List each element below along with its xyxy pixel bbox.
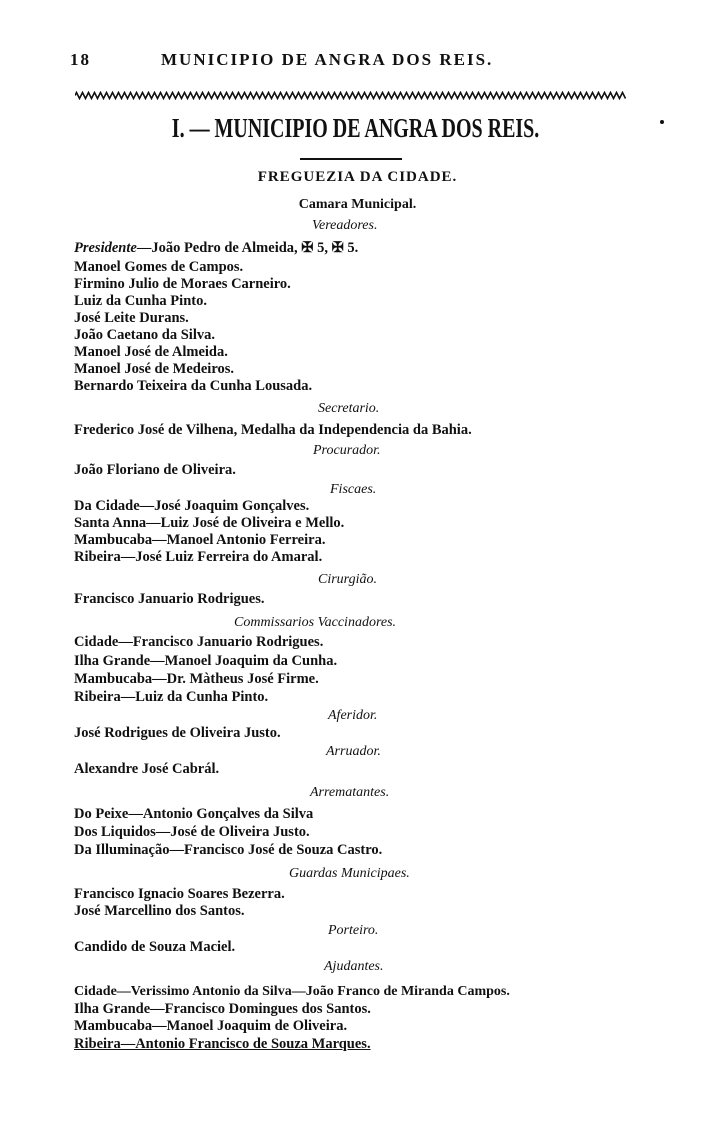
president-line (74, 239, 358, 257)
president-label: Presidente (74, 240, 137, 256)
list-item: José Marcellino dos Santos. (74, 903, 245, 919)
list-item: Ribeira—José Luiz Ferreira do Amaral. (74, 549, 323, 565)
list-item: Da Illuminação—Francisco José de Souza Castro. (74, 842, 383, 858)
section-ajudantes: Ajudantes. (324, 959, 384, 974)
section-procurador: Procurador. (313, 443, 381, 458)
section-aferidor: Aferidor. (328, 708, 378, 723)
ink-spot (660, 120, 664, 124)
list-item: Ribeira—Antonio Francisco de Souza Marques. (74, 1036, 371, 1052)
list-item: Alexandre José Cabrál. (74, 761, 220, 777)
list-item: Manoel José de Medeiros. (74, 361, 235, 377)
list-item: Dos Liquidos—José de Oliveira Justo. (74, 824, 310, 840)
list-item: Santa Anna—Luiz José de Oliveira e Mello. (74, 515, 345, 531)
list-item: Bernardo Teixeira da Cunha Lousada. (74, 378, 313, 394)
list-item: José Rodrigues de Oliveira Justo. (74, 725, 281, 741)
list-item: Luiz da Cunha Pinto. (74, 293, 207, 309)
list-item: Manoel Gomes de Campos. (74, 259, 244, 275)
section-arruador: Arruador. (326, 744, 381, 759)
running-header (66, 50, 626, 72)
body-heading: Camara Municipal. (298, 197, 417, 212)
list-item: Mambucaba—Manoel Joaquim de Oliveira. (74, 1018, 348, 1034)
list-item: Ilha Grande—Manoel Joaquim da Cunha. (74, 653, 338, 669)
list-item: José Leite Durans. (74, 310, 189, 326)
list-item: Mambucaba—Manoel Antonio Ferreira. (74, 532, 326, 548)
list-item: Cidade—Verissimo Antonio da Silva—João Franco de Miranda Campos. (74, 984, 510, 999)
parish-heading: FREGUEZIA DA CIDADE. (257, 169, 458, 185)
section-secretario: Secretario. (318, 401, 380, 416)
section-cirurgiao: Cirurgião. (318, 572, 377, 587)
list-item: Francisco Ignacio Soares Bezerra. (74, 886, 285, 902)
wavy-rule (75, 91, 627, 100)
title-rule (300, 158, 402, 160)
list-item: João Floriano de Oliveira. (74, 462, 236, 478)
list-item: Candido de Souza Maciel. (74, 939, 236, 955)
section-vereadores: Vereadores. (312, 218, 378, 233)
list-item: João Caetano da Silva. (74, 327, 215, 343)
list-item: Manoel José de Almeida. (74, 344, 228, 360)
list-item: Francisco Januario Rodrigues. (74, 591, 265, 607)
page-number: 18 (70, 50, 91, 69)
section-porteiro: Porteiro. (328, 923, 379, 938)
list-item: Mambucaba—Dr. Màtheus José Firme. (74, 671, 319, 687)
page-title: I. — MUNICIPIO DE ANGRA DOS REIS. (171, 113, 540, 143)
list-item: Ribeira—Luiz da Cunha Pinto. (74, 689, 269, 705)
list-item: Firmino Julio de Moraes Carneiro. (74, 276, 291, 292)
section-guardas: Guardas Municipaes. (289, 866, 410, 881)
list-item: Frederico José de Vilhena, Medalha da Independencia da Bahia. (74, 422, 472, 438)
section-vaccinadores: Commissarios Vaccinadores. (234, 615, 397, 630)
list-item: Da Cidade—José Joaquim Gonçalves. (74, 498, 310, 514)
president-name: —João Pedro de Almeida, ✠ 5, ✠ 5. (136, 240, 359, 256)
section-arrematantes: Arrematantes. (310, 785, 390, 800)
list-item: Do Peixe—Antonio Gonçalves da Silva (74, 806, 314, 822)
list-item: Cidade—Francisco Januario Rodrigues. (74, 634, 324, 650)
section-fiscaes: Fiscaes. (330, 482, 377, 497)
list-item: Ilha Grande—Francisco Domingues dos Santos. (74, 1001, 371, 1017)
running-title: MUNICIPIO DE ANGRA DOS REIS. (161, 50, 494, 69)
